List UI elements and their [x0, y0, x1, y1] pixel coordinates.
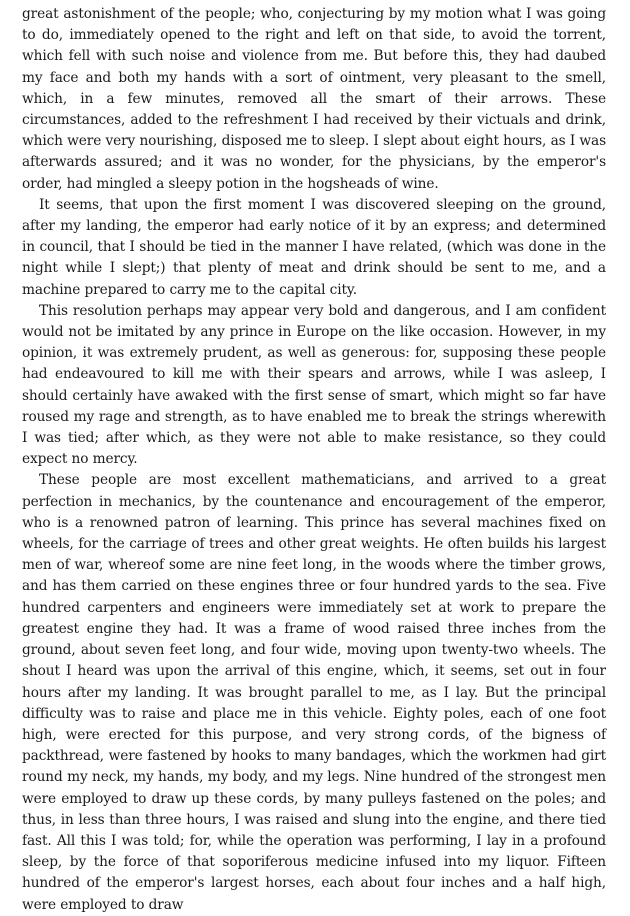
paragraph: This resolution perhaps may appear very bold and dangerous, and I am confident would not be imitated by any prince in Europe on the like occasion. However, in my opinion, it was extremely prudent, as well as generous: for, supposing these people had endeavoured to kill me with their spears and arrows, while I was asleep, I should certainly have awaked with the first sense of smart, which might so far have roused my rage and strength, as to have enabled me to break the strings wherewith I was tied; after which, as they were not able to make resistance, so they could expect no mercy.	[22, 302, 606, 468]
paragraph: These people are most excellent mathematicians, and arrived to a great perfection in mechanics, by the countenance and encouragement of the emperor, who is a renowned patron of learning. This prince has several machines fixed on wheels, for the carriage of trees and other great weights. He often builds his largest men of war, whereof some are nine feet long, in the woods where the timber grows, and has them carried on these engines three or four hundred yards to the sea. Five hundred carpenters and engineers were immediately set at work to prepare the greatest engine they had. It was a frame of wood raised three inches from the ground, about seven feet long, and four wide, moving upon twenty-two wheels. The shout I heard was upon the arrival of this engine, which, it seems, set out in four hours after my landing. It was brought parallel to me, as I lay. But the principal difficulty was to raise and place me in this vehicle. Eighty poles, each of one foot high, were erected for this purpose, and very strong cords, of the bigness of packthread, were fastened by hooks to many bandages, which the workmen had girt round my neck, my hands, my body, and my legs. Nine hundred of the strongest men were employed to draw up these cords, by many pulleys fastened on the poles; and thus, in less than three hours, I was raised and slung into the engine, and there tied fast. All this I was told; for, while the operation was performing, I lay in a profound sleep, by the force of that soporiferous medicine infused into my liquor. Fifteen hundred of the emperor's largest horses, each about four inches and a half high, were employed to draw	[22, 472, 606, 913]
paragraph: It seems, that upon the first moment I was discovered sleeping on the ground, after my landing, the emperor had early notice of it by an express; and determined in council, that I should be tied in the manner I have related, (which was done in the night while I slept;) that plenty of meat and drink should be sent to me, and a machine prepared to carry me to the capital city.	[22, 196, 606, 298]
paragraph-continued: great astonishment of the people; who, conjecturing by my motion what I was going to do, immediately opened to the right and left on that side, to avoid the torrent, which fell with such noise and violence from me. But before this, they had daubed my face and both my hands with a sort of ointment, very pleasant to the smell, which, in a few minutes, removed all the smart of their arrows. These circumstances, added to the refreshment I had received by their victuals and drink, which were very nourishing, disposed me to sleep. I slept about eight hours, as I was afterwards assured; and it was no wonder, for the physicians, by the emperor's order, had mingled a sleepy potion in the hogsheads of wine.	[22, 6, 606, 192]
